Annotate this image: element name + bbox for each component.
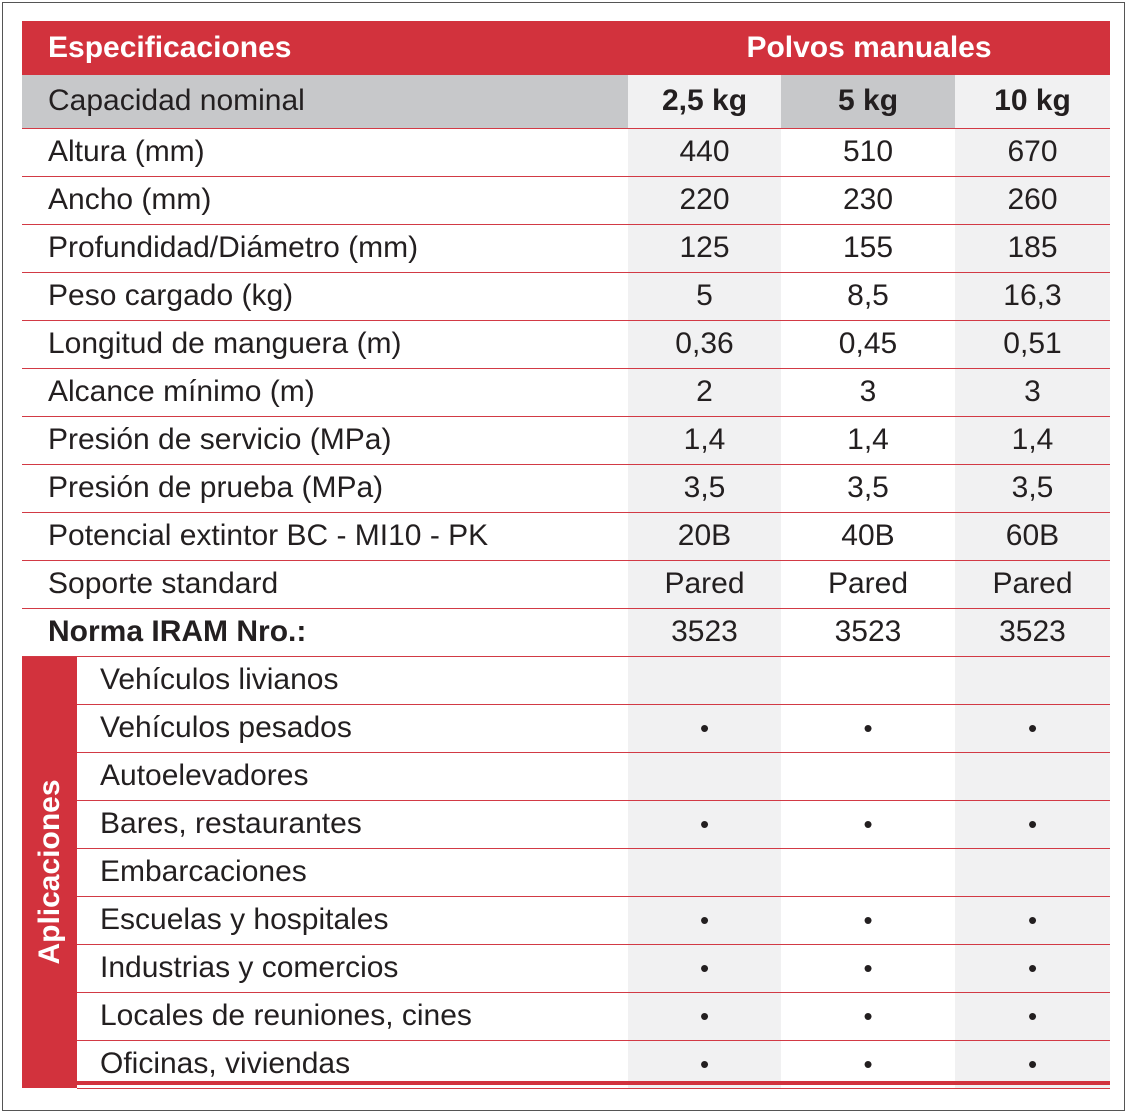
spec-label: Norma IRAM Nro.:	[22, 608, 628, 656]
application-mark: •	[955, 896, 1110, 944]
application-mark	[955, 848, 1110, 896]
application-label: Industrias y comercios	[77, 944, 628, 992]
application-row	[22, 800, 1110, 848]
spec-value: 230	[781, 176, 955, 224]
application-mark: •	[955, 800, 1110, 848]
spec-row	[22, 176, 1110, 224]
spec-value: 1,4	[781, 416, 955, 464]
application-mark: •	[781, 944, 955, 992]
spec-value: 3	[955, 368, 1110, 416]
spec-label: Altura (mm)	[22, 128, 628, 176]
capacity-value: 5 kg	[781, 75, 955, 128]
spec-row	[22, 320, 1110, 368]
spec-value: 40B	[781, 512, 955, 560]
spec-row	[22, 368, 1110, 416]
application-mark	[628, 752, 781, 800]
category-title: Polvos manuales	[628, 21, 1110, 75]
application-mark: •	[781, 1040, 955, 1088]
capacity-value: 10 kg	[955, 75, 1110, 128]
spec-row	[22, 128, 1110, 176]
spec-value: 3523	[628, 608, 781, 656]
spec-value: 3,5	[628, 464, 781, 512]
spec-label: Presión de servicio (MPa)	[22, 416, 628, 464]
application-row	[22, 752, 1110, 800]
application-mark: •	[628, 896, 781, 944]
application-mark: •	[628, 992, 781, 1040]
spec-row	[22, 416, 1110, 464]
application-row	[22, 656, 1110, 704]
application-row	[22, 848, 1110, 896]
application-mark	[781, 752, 955, 800]
application-mark	[955, 656, 1110, 704]
application-label: Locales de reuniones, cines	[77, 992, 628, 1040]
bottom-border	[22, 1081, 1110, 1085]
spec-value: 1,4	[955, 416, 1110, 464]
spec-label: Peso cargado (kg)	[22, 272, 628, 320]
spec-value: 510	[781, 128, 955, 176]
spec-value: 260	[955, 176, 1110, 224]
spec-value: 60B	[955, 512, 1110, 560]
application-mark	[781, 848, 955, 896]
application-mark: •	[781, 800, 955, 848]
application-label: Vehículos livianos	[77, 656, 628, 704]
application-mark: •	[781, 896, 955, 944]
spec-value: 0,36	[628, 320, 781, 368]
spec-value: 3,5	[955, 464, 1110, 512]
applications-section	[22, 656, 77, 1088]
spec-value: 16,3	[955, 272, 1110, 320]
spec-value: 0,45	[781, 320, 955, 368]
capacity-value: 2,5 kg	[628, 75, 781, 128]
spec-value: 0,51	[955, 320, 1110, 368]
spec-value: 155	[781, 224, 955, 272]
application-mark	[628, 848, 781, 896]
application-mark	[628, 656, 781, 704]
spec-value: 440	[628, 128, 781, 176]
application-mark: •	[781, 704, 955, 752]
application-row	[22, 992, 1110, 1040]
spec-value: 3	[781, 368, 955, 416]
spec-value: 3523	[781, 608, 955, 656]
spec-row	[22, 512, 1110, 560]
spec-label: Longitud de manguera (m)	[22, 320, 628, 368]
spec-value: 220	[628, 176, 781, 224]
capacity-row	[22, 75, 1110, 128]
spec-value: 185	[955, 224, 1110, 272]
applications-label: Aplicaciones	[32, 779, 66, 965]
application-row	[22, 704, 1110, 752]
spec-value: Pared	[955, 560, 1110, 608]
application-label: Oficinas, viviendas	[77, 1040, 628, 1088]
spec-value: 20B	[628, 512, 781, 560]
application-mark: •	[628, 704, 781, 752]
application-mark: •	[781, 992, 955, 1040]
spec-value: 670	[955, 128, 1110, 176]
spec-label: Presión de prueba (MPa)	[22, 464, 628, 512]
specs-title: Especificaciones	[22, 21, 628, 75]
application-mark: •	[955, 1040, 1110, 1088]
capacity-label: Capacidad nominal	[22, 75, 628, 128]
application-mark: •	[955, 944, 1110, 992]
spec-label: Alcance mínimo (m)	[22, 368, 628, 416]
spec-row	[22, 608, 1110, 656]
application-mark	[955, 752, 1110, 800]
spec-value: 5	[628, 272, 781, 320]
spec-row	[22, 560, 1110, 608]
application-mark: •	[628, 1040, 781, 1088]
spec-value: 2	[628, 368, 781, 416]
spec-row	[22, 464, 1110, 512]
application-mark: •	[628, 800, 781, 848]
application-label: Bares, restaurantes	[77, 800, 628, 848]
spec-label: Profundidad/Diámetro (mm)	[22, 224, 628, 272]
spec-value: Pared	[781, 560, 955, 608]
application-mark: •	[628, 944, 781, 992]
application-label: Embarcaciones	[77, 848, 628, 896]
spec-table	[22, 21, 1110, 1089]
spec-value: 1,4	[628, 416, 781, 464]
spec-value: 8,5	[781, 272, 955, 320]
application-mark: •	[955, 992, 1110, 1040]
spec-label: Soporte standard	[22, 560, 628, 608]
spec-value: 125	[628, 224, 781, 272]
application-mark	[781, 656, 955, 704]
application-row	[22, 896, 1110, 944]
spec-value: 3523	[955, 608, 1110, 656]
application-row	[22, 944, 1110, 992]
application-mark: •	[955, 704, 1110, 752]
spec-value: Pared	[628, 560, 781, 608]
application-label: Escuelas y hospitales	[77, 896, 628, 944]
spec-label: Ancho (mm)	[22, 176, 628, 224]
spec-row	[22, 224, 1110, 272]
spec-value: 3,5	[781, 464, 955, 512]
spec-label: Potencial extintor BC - MI10 - PK	[22, 512, 628, 560]
application-label: Vehículos pesados	[77, 704, 628, 752]
spec-row	[22, 272, 1110, 320]
application-label: Autoelevadores	[77, 752, 628, 800]
header-row	[22, 21, 1110, 75]
